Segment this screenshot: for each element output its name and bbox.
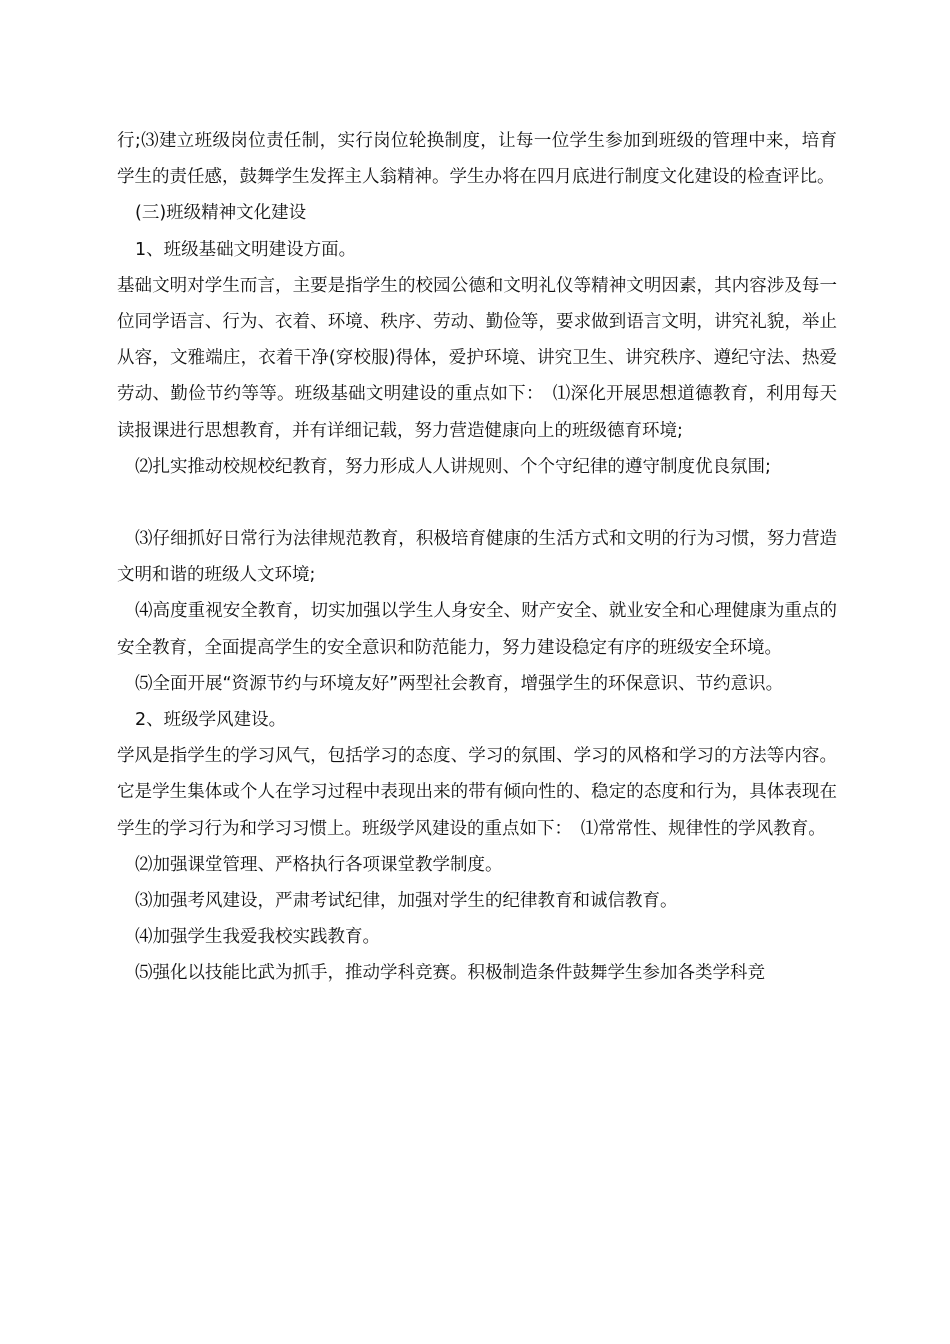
section-heading-spiritual-culture: (三)班级精神文化建设 bbox=[135, 203, 307, 224]
subheading-study-style: 2、班级学风建设。 bbox=[135, 710, 287, 731]
list-item-classroom-management: ⑵加强课堂管理、严格执行各项课堂教学制度。 bbox=[135, 854, 503, 875]
list-item-resource-saving: ⑸全面开展“资源节约与环境友好”两型社会教育，增强学生的环保意识、节约意识。 bbox=[135, 673, 784, 694]
list-item-daily-behavior: ⑶仔细抓好日常行为法律规范教育，积极培育健康的生活方式和文明的行为习惯，努力营造文明和谐的班级人文环境; bbox=[117, 529, 837, 586]
list-item-love-school: ⑷加强学生我爱我校实践教育。 bbox=[135, 927, 380, 948]
paragraph-basic-civility: 基础文明对学生而言，主要是指学生的校园公德和文明礼仪等精神文明因素，其内容涉及每一位同学语言、行为、衣着、环境、秩序、劳动、勤俭等，要求做到语言文明，讲究礼貌，举止从容，文雅端庄，衣着干净(穿校服)得体，爱护环境、讲究卫生、讲究秩序、遵纪守法、热爱劳动、勤俭节约等等。班级基础文明建设的重点如下： ⑴深化开展思想道德教育，利用每天读报课进行思想教育，并有详细记载，努力营造健康向上的班级德育环境; bbox=[117, 275, 837, 441]
list-item-exam-discipline: ⑶加强考风建设，严肃考试纪律，加强对学生的纪律教育和诚信教育。 bbox=[135, 891, 678, 912]
list-item-skill-competition: ⑸强化以技能比武为抓手，推动学科竞赛。积极制造条件鼓舞学生参加各类学科竞 bbox=[135, 963, 765, 984]
paragraph-study-style: 学风是指学生的学习风气，包括学习的态度、学习的氛围、学习的风格和学习的方法等内容。它是学生集体或个人在学习过程中表现出来的带有倾向性的、稳定的态度和行为，具体表现在学生的学习行为和学习习惯上。班级学风建设的重点如下： ⑴常常性、规律性的学风教育。 bbox=[117, 746, 837, 839]
paragraph-1: 行;⑶建立班级岗位责任制，实行岗位轮换制度，让每一位学生参加到班级的管理中来，培育学生的责任感，鼓舞学生发挥主人翁精神。学生办将在四月底进行制度文化建设的检查评比。 bbox=[117, 131, 837, 188]
list-item-rules-education: ⑵扎实推动校规校纪教育，努力形成人人讲规则、个个守纪律的遵守制度优良氛围; bbox=[135, 456, 771, 477]
list-item-safety-education: ⑷高度重视安全教育，切实加强以学生人身安全、财产安全、就业安全和心理健康为重点的安全教育，全面提高学生的安全意识和防范能力，努力建设稳定有序的班级安全环境。 bbox=[117, 601, 837, 658]
subheading-basic-civility: 1、班级基础文明建设方面。 bbox=[135, 239, 357, 260]
blank-line bbox=[117, 485, 837, 521]
document-body bbox=[117, 123, 837, 992]
